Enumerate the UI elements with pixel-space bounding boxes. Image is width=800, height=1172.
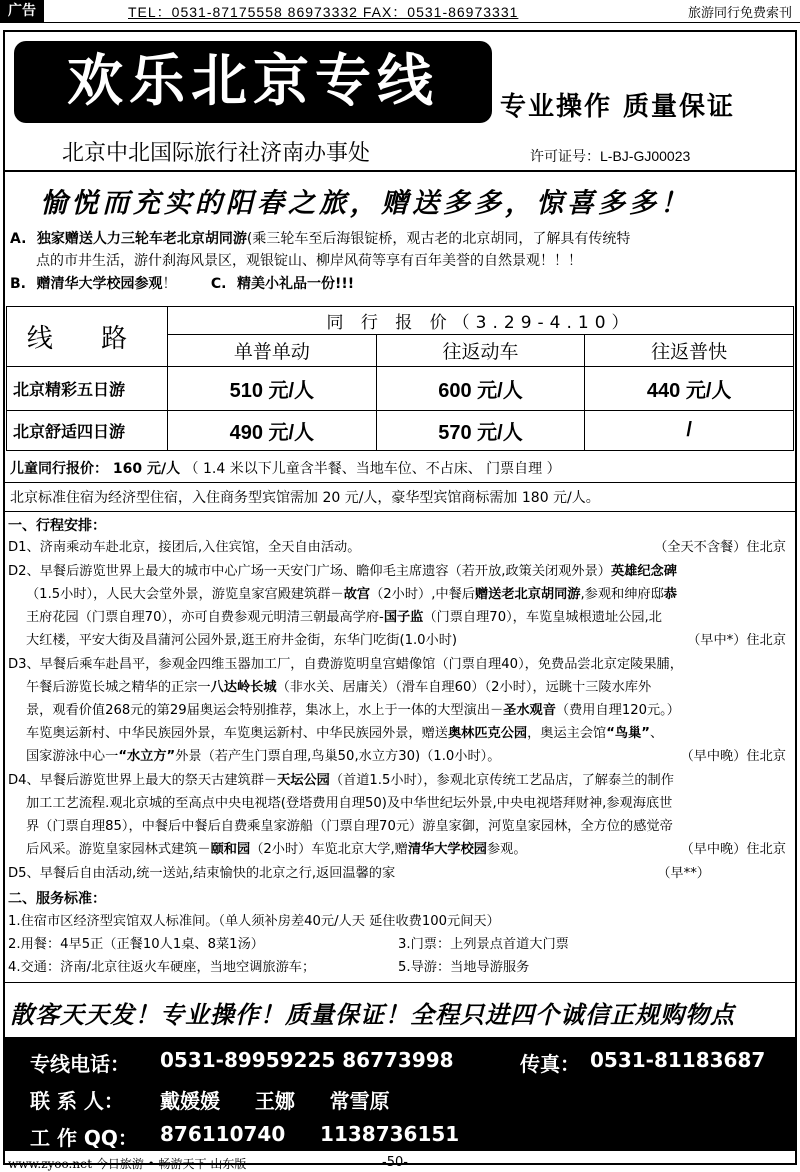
itinerary-highlight: “水立方” (118, 749, 176, 764)
headline: 愉悦而充实的阳春之旅，赠送多多，惊喜多多！ (40, 188, 691, 219)
child-price (10, 458, 561, 480)
hotel-note: 北京标准住宿为经济型住宿，入住商务型宾馆需加 20 元/人，豪华型宾馆商标需加 180 元/人。 (10, 490, 600, 506)
itinerary-text: 外景（若产生门票自理,鸟巢50,水立方30)（1.0小时）。 (175, 749, 501, 764)
itinerary-heading: 一、行程安排： (8, 518, 106, 534)
itinerary-text: （2小时）,中餐后 (370, 587, 475, 602)
route-name: 北京精彩五日游 (7, 367, 168, 411)
gift-c-title: 精美小礼品一份!!! (236, 276, 355, 292)
agency-name: 北京中北国际旅行社济南办事处 (62, 141, 371, 166)
itinerary-line-d4-3: 界（门票自理85），中餐后中餐后自费乘皇家游船（门票自理70元）游皇家御，河览皇家园林，全方位的感觉帝 (26, 819, 673, 834)
itinerary-text: 参观。 (486, 842, 527, 857)
itinerary-highlight: 国子监 (383, 610, 424, 625)
header-right-text: 旅游同行免费索刊 (687, 6, 792, 21)
itinerary-text: D2、早餐后游览世界上最大的城市中心广场一天安门广场、瞻仰毛主席遗容（若开放,政策关闭观外景） (8, 564, 611, 579)
itinerary-text: 车览奥运新村、中华民族园外景，车览奥运新村、中华民族园外景，赠送 (26, 726, 448, 741)
license-number: 许可证号：L-BJ-GJ00023 (530, 148, 691, 164)
service-item-4: 4.交通：济南/北京往返火车硬座，当地空调旅游车； (8, 960, 316, 975)
meal-note-d4: （早中晚）住北京 (680, 842, 786, 857)
price-table (6, 306, 794, 454)
itinerary-text: （1.5小时），人民大会堂外景，游览皇家宫殿建筑群－ (26, 587, 344, 602)
child-price-value: 儿童同行报价： 160 元/人 (10, 461, 181, 477)
divider (5, 511, 795, 512)
itinerary-highlight: 赠送老北京胡同游 (474, 587, 581, 602)
ad-title: 欢乐北京专线 (67, 49, 439, 114)
itinerary-text: ，奥运主会馆 (527, 726, 607, 741)
divider (5, 482, 795, 483)
price-cell: 570 元/人 (376, 411, 585, 451)
promo-banner: 散客天天发！专业操作！质量保证！全程只进四个诚信正规购物点 (10, 1000, 735, 1029)
itinerary-line-d4-1 (8, 770, 674, 791)
itinerary-highlight: 奥林匹克公园 (448, 726, 528, 741)
hotline-label: 专线电话： (30, 1052, 130, 1076)
contact-persons: 戴媛媛 王娜 常雪原 (160, 1089, 390, 1113)
price-cell: 490 元/人 (168, 411, 377, 451)
itinerary-text: 景，观看价值268元的第29届奥运会特别推荐，集冰上，水上于一体的大型演出－ (26, 703, 504, 718)
itinerary-text: 国家游泳中心一 (26, 749, 119, 764)
footer-left: www.zyoo.net 今日旅游 • 畅游天下 山东版 (8, 1157, 247, 1171)
header-phones: TEL：0531-87175558 86973332 FAX：0531-86973331 (128, 4, 519, 20)
table-row (7, 367, 794, 411)
divider (5, 982, 795, 983)
qq-numbers: 876110740 1138736151 (160, 1122, 460, 1146)
price-cell: / (585, 411, 794, 451)
gift-c-label: C. (210, 276, 227, 292)
gift-a-desc: (乘三轮车至后海银锭桥，观古老的北京胡同，了解具有传统特 (246, 231, 631, 247)
itinerary-line-d4-2: 加工工艺流程.观北京城的至高点中央电视塔(登塔费用自理50)及中华世纪坛外景,中央电视塔拜财神,参观海底世 (26, 796, 673, 811)
itinerary-line-d3-1: D3、早餐后乘车赴昌平，参观金四维玉器加工厂，自费游览明皇宫蜡像馆（门票自理40），免费品尝北京定陵果脯， (8, 657, 683, 672)
itinerary-line-d2-4: 大红楼，平安大街及昌蒲河公园外景,逛王府井金街，东华门吃街(1.0小时) (26, 633, 458, 648)
service-item-2: 2.用餐：4早5正（正餐10人1桌、8菜1汤） (8, 937, 264, 952)
itinerary-text: 王府花园（门票自理70），亦可自费参观元明清三朝最高学府- (26, 610, 384, 625)
table-row (7, 411, 794, 451)
itinerary-line-d3-4 (26, 723, 663, 744)
slogan: 专业操作 质量保证 (500, 92, 736, 122)
gift-a-title: 独家赠送人力三轮车老北京胡同游 (36, 231, 247, 247)
itinerary-text: （费用自理120元。） (555, 703, 680, 718)
itinerary-text: （2小时）车览北京大学,赠 (250, 842, 408, 857)
itinerary-line-d3-2 (26, 677, 651, 698)
divider (5, 170, 795, 172)
itinerary-line-d4-4 (26, 839, 527, 860)
gift-b-label: B. (10, 276, 26, 292)
service-item-3: 3.门票：上列景点首道大门票 (398, 937, 569, 952)
service-item-1: 1.住宿市区经济型宾馆双人标准间。（单人须补房差40元/人天 延住收费100元间天） (8, 914, 500, 929)
service-heading: 二、服务标准： (8, 891, 106, 907)
price-cell: 510 元/人 (168, 367, 377, 411)
ad-tag: 广告 (0, 0, 44, 22)
itinerary-line-d2-2 (26, 584, 677, 605)
col-header-1: 单普单动 (168, 335, 377, 367)
route-name: 北京舒适四日游 (7, 411, 168, 451)
col-header-3: 往返普快 (585, 335, 794, 367)
itinerary-line-d2-1 (8, 561, 677, 582)
itinerary-highlight: 八达岭长城 (210, 680, 277, 695)
itinerary-highlight: 故宫 (343, 587, 371, 602)
itinerary-text: D4、早餐后游览世界上最大的祭天古建筑群－ (8, 773, 278, 788)
itinerary-text: 午餐后游览长城之精华的正宗一 (26, 680, 211, 695)
service-item-5: 5.导游：当地导游服务 (398, 960, 530, 975)
contact-person-label: 联 系 人： (30, 1089, 124, 1113)
itinerary-highlight: 清华大学校园 (407, 842, 487, 857)
itinerary-text: 后风采。游览皇家园林式建筑－ (26, 842, 211, 857)
gift-b-title: 赠清华大学校园参观 (36, 276, 163, 292)
meal-note-d3: （早中晚）住北京 (680, 749, 786, 764)
itinerary-text: ,参观和绅府邸 (580, 587, 664, 602)
gift-b-rest: ！ (162, 276, 177, 292)
qq-label: 工 作 QQ： (30, 1126, 138, 1150)
itinerary-highlight: 天坛公园 (277, 773, 330, 788)
itinerary-highlight: 颐和园 (210, 842, 251, 857)
gift-a-label: A. (10, 231, 27, 247)
col-header-2: 往返动车 (376, 335, 585, 367)
itinerary-text: （非水关、居庸关）（滑车自理60）（2小时），远眺十三陵水库外 (276, 680, 652, 695)
itinerary-line-d2-3 (26, 607, 662, 628)
gift-a-desc-2: 点的市井生活，游什刹海风景区，观银锭山、柳岸风荷等享有百年美誉的自然景观！！！ (36, 253, 582, 269)
price-cell: 600 元/人 (376, 367, 585, 411)
price-cell: 440 元/人 (585, 367, 794, 411)
fax-number: 0531-81183687 (590, 1048, 766, 1072)
hotline-numbers: 0531-89959225 86773998 (160, 1048, 454, 1072)
meal-note-d1: （全天不含餐）住北京 (654, 540, 786, 555)
fax-label: 传真： (520, 1052, 580, 1076)
meal-note-d2: （早中*）住北京 (687, 633, 786, 648)
gift-a (10, 228, 630, 250)
itinerary-highlight: 英雄纪念碑 (610, 564, 677, 579)
group-price-header: 同 行 报 价（3.29-4.10） (168, 307, 794, 335)
itinerary-highlight: “鸟巢” (606, 726, 650, 741)
itinerary-line-d5: D5、早餐后自由活动,统一送站,结束愉快的北京之行,返回温馨的家 (8, 866, 396, 881)
gift-bc (10, 273, 354, 295)
meal-note-d5: （早**） (657, 866, 710, 881)
itinerary-text: （门票自理70），车览皇城根遗址公园,北 (423, 610, 662, 625)
route-header: 线 路 (7, 307, 168, 367)
itinerary-text: （首道1.5小时），参观北京传统工艺品店，了解泰兰的制作 (329, 773, 674, 788)
itinerary-line-d3-5 (26, 746, 500, 767)
page-number: -50- (382, 1155, 408, 1170)
itinerary-highlight: 恭 (663, 587, 677, 602)
itinerary-line-d1: D1、济南乘动车赴北京，接团后,入住宾馆，全天自由活动。 (8, 540, 361, 555)
itinerary-line-d3-3 (26, 700, 680, 721)
itinerary-text: 、 (649, 726, 664, 741)
itinerary-highlight: 圣水观音 (503, 703, 556, 718)
child-price-note: （ 1.4 米以下儿童含半餐、当地车位、不占床、 门票自理 ） (184, 461, 561, 477)
